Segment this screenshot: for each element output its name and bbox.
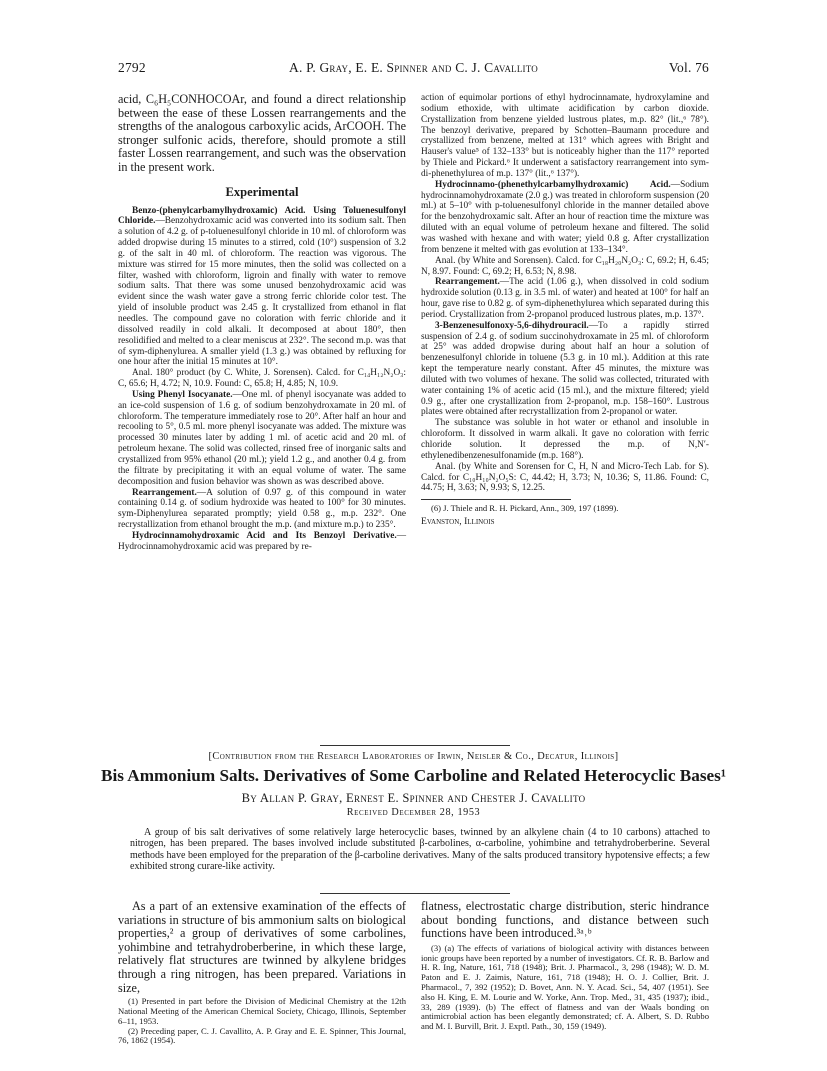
- paragraph-lead: Hydrocinnamohydroxamic Acid and Its Benzoyl Derivative.: [132, 530, 397, 541]
- experimental-paragraph: Rearrangement.—The acid (1.06 g.), when dissolved in cold sodium hydroxide solution (0.13 g. in 3.5 ml. of water) and heated at 100° for half an hour, gave rise to 0.82 g. of sym-diphenethylurea which separated during this period. Crystallization from 2-propanol produced lustrous plates, m.p. 137°.: [421, 277, 709, 320]
- body-right-column: [421, 900, 709, 1032]
- experimental-paragraph: Hydrocinnamohydroxamic Acid and Its Benzoyl Derivative.—Hydrocinnamohydroxamic acid was prepared by re-: [118, 530, 406, 552]
- location-line: Evanston, Illinois: [421, 516, 495, 528]
- experimental-heading: Experimental: [225, 184, 299, 199]
- running-title: A. P. Gray, E. E. Spinner and C. J. Cavallito: [289, 60, 538, 75]
- experimental-paragraph: Rearrangement.—A solution of 0.97 g. of this compound in water containing 0.14 g. of sodium hydroxide was heated to 100° for 30 minutes. sym-Diphenylurea separated promptly; yield 0.58 g., m.p. 232°. One recrystallization from ethanol brought the m.p. (and mixture m.p.) to 235°.: [118, 487, 406, 531]
- footnote-3: (3) (a) The effects of variations of biological activity with distances between ionic groups have been reported by a number of investigators. Cf. R. B. Barlow and H. R. Ing, Nature, 161, 718 (1948); Brit. J. Pharmacol., 3, 298 (1948); W. D. M. Paton and E. J. Zaimis, Nature, 161, 718 (1948); H. O. J. Collier, Brit. J. Pharmacol., 7, 392 (1952); D. Bovet, Ann. N. Y. Acad. Sci., 54, 407 (1951). See also H. King, E. M. Lourie and W. Yorke, Ann. Trop. Med., 31, 435 (1937); ibid., 33, 289 (1939). (b) The effect of flatness and van der Waals bonding on antimicrobial action has been elegantly demonstrated; cf. A. Albert, S. D. Rubbo and M. I. Burvill, Brit. J. Exptl. Path., 30, 159 (1949).: [421, 942, 709, 1032]
- experimental-paragraph: The substance was soluble in hot water or ethanol and insoluble in chloroform. It dissolved in warm alkali. It gave no coloration with ferric chloride solution. It depressed the m.p. of N,N′-ethylenedibenzenesulfonamide (m.p. 168°).: [421, 418, 709, 461]
- experimental-paragraph: Hydrocinnamo-(phenethylcarbamylhydroxamic) Acid.—Sodium hydrocinnamohydroxamate (2.0 g.) was treated in chloroform suspension (20 ml.) at 5–10° with p-toluenesulfonyl chloride in the manner detailed above for the benzohydroxamic salt. After an hour of reaction time the mixture was diluted with an equal volume of petroleum hexane and filtered. The solid was washed with hexane and with water; yield 0.8 g. After crystallization from benzene it melted with gas evolution at 133–134°.: [421, 179, 709, 255]
- paragraph-lead: Rearrangement.: [132, 487, 197, 498]
- page-number: 2792: [118, 60, 146, 75]
- body-paragraph: flatness, electrostatic charge distribution, steric hindrance about bonding functions, and distance between such functions have been introduced.³ᵃ˒ᵇ: [421, 899, 709, 941]
- article-separator: [320, 745, 510, 746]
- paragraph-lead: Rearrangement.: [435, 277, 500, 288]
- intro-paragraph: acid, C₆H₅CONHOCOAr, and found a direct relationship between the ease of these Lossen rearrangements and the strengths of the analogous carboxylic acids, ArCOOH. The stronger sulfonic acids, therefore, should promote a still faster Lossen rearrangement, and such was the observation in the present work.: [118, 92, 406, 174]
- paragraph-lead: Hydrocinnamo-(phenethylcarbamylhydroxamic) Acid.: [435, 179, 671, 190]
- footnote-1: (1) Presented in part before the Division of Medicinal Chemistry at the 12th National Meeting of the American Chemical Society, Chicago, Illinois, September 6–11, 1953.: [118, 996, 406, 1026]
- analysis-line: Anal. (by White and Sorensen). Calcd. for C₁₈H₂₀N₂O₃: C, 69.2; H, 6.45; N, 8.97. Found: C, 69.2; H, 6.53; N, 8.98.: [421, 255, 709, 277]
- body-paragraph: As a part of an extensive examination of the effects of variations in structure of bis ammonium salts on biological properties,² a group of derivatives of some carbolines, yohimbine and tetrahydroberberine, in which these large, relatively flat structures are twinned by alkylene bridges through a ring nitrogen, has been prepared. Variations in size,: [118, 899, 406, 995]
- paragraph-lead: Using Phenyl Isocyanate.: [132, 389, 233, 400]
- footnote-2: (2) Preceding paper, C. J. Cavallito, A. P. Gray and E. E. Spinner, This Journal, 76, 1862 (1954).: [118, 1025, 406, 1046]
- volume-label: Vol. 76: [668, 60, 709, 75]
- right-column: [421, 93, 709, 527]
- abstract-separator: [320, 893, 510, 894]
- contribution-line: [Contribution from the Research Laboratories of Irwin, Neisler & Co., Decatur, Illinois]: [208, 751, 619, 762]
- experimental-paragraph: 3-Benzenesulfonoxy-5,6-dihydrouracil.—To a rapidly stirred suspension of 2.4 g. of sodium succinohydroxamate in 25 ml. of chloroform at 25° was added dropwise during about half an hour a solution of benzenesulfonyl chloride in toluene (5.3 g. in 10 ml.). Addition at this rate kept the temperature nearly constant. After 45 minutes, the mixture was diluted with two volumes of hexane. The solid was collected, triturated with water containing 1% of acetic acid (15 ml.), and the mixture filtered; yield 0.9 g., after one crystallization from 2-propanol, m.p. 158–160°. Lustrous plates were obtained after recrystallization from 2-propanol or water.: [421, 320, 709, 418]
- experimental-paragraph: action of equimolar portions of ethyl hydrocinnamate, hydroxylamine and sodium ethoxide, with ultimate acidification by carbon dioxide. Crystallization from benzene yielded lustrous plates, m.p. 82° (lit.,⁶ 78°). The benzoyl derivative, prepared by Schotten–Baumann procedure and crystallized from benzene, melted at 131° which agrees with Bright and Hauser's value⁵ of 132–133° but is noticeably higher than the 117° reported by Thiele and Pickard.⁶ It underwent a satisfactory rearrangement into sym-di-phenethylurea of m.p. 137° (lit.,⁶ 137°).: [421, 93, 709, 179]
- analysis-line: Anal. 180° product (by C. White, J. Sorensen). Calcd. for C₁₄H₁₂N₂O₃: C, 65.6; H, 4.72; N, 10.9. Found: C, 65.8; H, 4.85; N, 10.9.: [118, 368, 406, 390]
- article-title: Bis Ammonium Salts. Derivatives of Some Carboline and Related Heterocyclic Bases¹: [101, 766, 726, 785]
- body-left-column: [118, 900, 406, 1046]
- analysis-line: Anal. (by White and Sorensen for C, H, N and Micro-Tech Lab. for S). Calcd. for C₁₀H₁₀N₂O₅S: C, 44.42; H, 3.73; N, 10.36; S, 11.86. Found: C, 44.75; H, 3.63; N, 9.93; S, 12.25.: [421, 461, 709, 494]
- footnote-rule: [421, 499, 571, 500]
- experimental-paragraph: Using Phenyl Isocyanate.—One ml. of phenyl isocyanate was added to an ice-cold suspension of 1.6 g. of sodium benzohydroxamate in 20 ml. of chloroform. The temperature immediately rose to 20°. After half an hour and recooling to 5°, 0.5 ml. more phenyl isocyanate was added. The mixture was processed 30 minutes later by adding 1 ml. of acetic acid and 20 ml. of petroleum hexane. The solid was collected, rinsed free of inorganic salts and crystallized from 95% ethanol (20 ml.); yield 1.2 g., and another 0.4 g. from the filtrate by precipitating it with an equal volume of water. The same decomposition and fusion behavior was shown as was described above.: [118, 389, 406, 487]
- paragraph-lead: 3-Benzenesulfonoxy-5,6-dihydrouracil.: [435, 320, 589, 331]
- page-header: [118, 60, 709, 78]
- left-column: [118, 93, 406, 553]
- received-date: Received December 28, 1953: [346, 807, 481, 818]
- author-byline: By Allan P. Gray, Ernest E. Spinner and Chester J. Cavallito: [241, 791, 586, 805]
- paragraph-lead: Benzo-(phenylcarbamylhydroxamic) Acid. Using Toluenesulfonyl Chloride.: [118, 205, 406, 227]
- experimental-paragraph: Benzo-(phenylcarbamylhydroxamic) Acid. Using Toluenesulfonyl Chloride.—Benzohydroxamic acid was converted into its sodium salt. Then a solution of 4.2 g. of p-toluenesulfonyl chloride in 10 ml. of chloroform was added dropwise during 15 minutes to a stirred, cold (10°) suspension of 3.2 g. of the salt in 40 ml. of chloroform. The reaction was vigorous. The mixture was stirred for 15 more minutes, then the solid was collected on a filter, washed with chloroform, ligroin and finally with water to remove sodium salts. That there was some unused benzohydroxamic acid was evident since the wash water gave a strong ferric chloride color test. The yield of insoluble product was 2.45 g. It crystallized from ethanol in flat needles. The compound gave no coloration with ferric chloride and it dissolved readily in cold alkali. It decomposed at about 180°, then resolidified and melted to a clear meniscus at 232°. The second m.p. was that of sym-diphenylurea. A smaller yield (1.3 g.) was obtained by refluxing for one hour after the initial 15 minutes at 10°.: [118, 205, 406, 368]
- abstract: A group of bis salt derivatives of some relatively large heterocyclic bases, twinned by an alkylene chain (4 to 10 carbons) attached to nitrogen, has been prepared. The bases involved include substituted β-carbolines, α-carboline, yohimbine and tetrahydroberberine. Several methods have been employed for the preparation of the β-carboline derivatives. Many of the salts produced transitory hypotensive effects; a few exhibited strong curare-like activity.: [130, 827, 710, 873]
- footnote-6: (6) J. Thiele and R. H. Pickard, Ann., 309, 197 (1899).: [431, 503, 619, 514]
